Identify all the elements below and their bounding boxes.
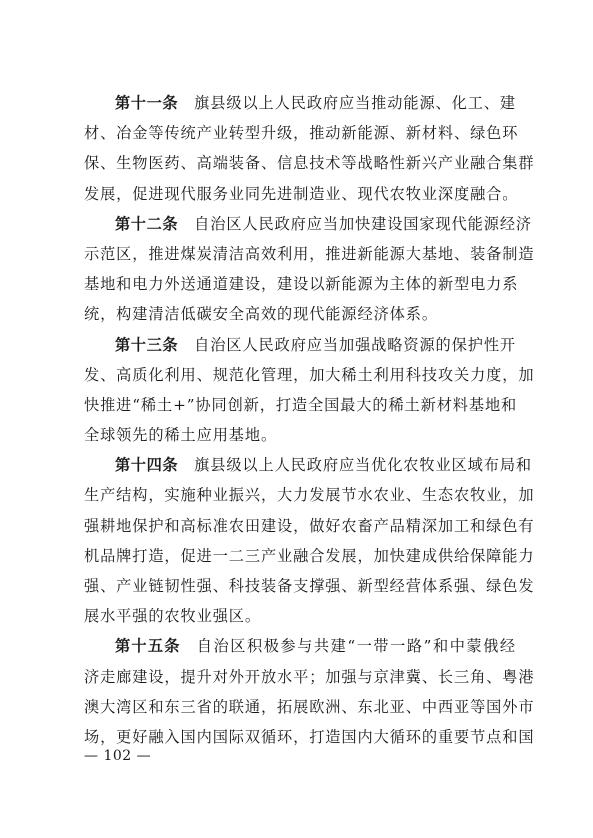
article-15 — [84, 631, 535, 752]
article-13-title: 第十三条 — [115, 335, 179, 354]
article-15-line: 场，更好融入国内国际双循环，打造国内大循环的重要节点和国 — [84, 727, 535, 746]
article-11 — [84, 88, 535, 209]
article-12-line: 自治区人民政府应当加快建设国家现代能源经济 — [194, 214, 532, 233]
article-13 — [84, 330, 535, 451]
article-12-line: 统，构建清洁低碳安全高效的现代能源经济体系。 — [84, 305, 438, 324]
article-14 — [84, 450, 535, 631]
article-14-line: 强、产业链韧性强、科技装备支撑强、新型经营体系强、绿色发 — [84, 577, 535, 595]
article-11-line: 发展，促进现代服务业同先进制造业、现代农牧业深度融合。 — [84, 184, 519, 203]
document-body — [84, 88, 535, 752]
article-14-line: 生产结构，实施种业振兴，大力发展节水农业、生态农牧业，加 — [84, 486, 535, 505]
article-14-line: 强耕地保护和高标准农田建设，做好农畜产品精深加工和绿色有 — [84, 516, 535, 535]
article-11-line: 保、生物医药、高端装备、信息技术等战略性新兴产业融合集群 — [84, 154, 535, 173]
article-15-line: 自治区积极参与共建“一带一路”和中蒙俄经 — [196, 637, 516, 656]
article-11-title: 第十一条 — [115, 94, 179, 112]
article-15-title: 第十五条 — [115, 637, 181, 656]
article-13-line: 发、高质化利用、规范化管理，加大稀土利用科技攻关力度，加 — [84, 365, 535, 384]
article-11-line: 材、冶金等传统产业转型升级，推动新能源、新材料、绿色环 — [84, 124, 519, 143]
article-12-title: 第十二条 — [115, 214, 179, 233]
article-12 — [84, 209, 535, 330]
article-15-line: 济走廊建设，提升对外开放水平；加强与京津冀、长三角、粤港 — [84, 667, 535, 686]
article-13-line: 全球领先的稀土应用基地。 — [84, 426, 278, 445]
article-11-line: 旗县级以上人民政府应当推动能源、化工、建 — [194, 94, 516, 112]
article-13-line: 自治区人民政府应当加强战略资源的保护性开 — [194, 335, 516, 354]
article-14-line: 展水平强的农牧业强区。 — [84, 607, 261, 626]
article-12-line: 基地和电力外送通道建设，建设以新能源为主体的新型电力系 — [84, 275, 519, 294]
article-13-line: 快推进“稀土+”协同创新，打造全国最大的稀土新材料基地和 — [84, 395, 518, 414]
article-12-line: 示范区，推进煤炭清洁高效利用，推进新能源大基地、装备制造 — [84, 244, 535, 263]
article-15-line: 澳大湾区和东三省的联通，拓展欧洲、东北亚、中西亚等国外市 — [84, 697, 535, 716]
page-number: — 102 — — [84, 748, 152, 764]
article-14-title: 第十四条 — [115, 456, 179, 475]
article-14-line: 旗县级以上人民政府应当优化农牧业区域布局和 — [194, 456, 532, 475]
article-14-line: 机品牌打造，促进一二三产业融合发展，加快建成供给保障能力 — [84, 546, 535, 565]
